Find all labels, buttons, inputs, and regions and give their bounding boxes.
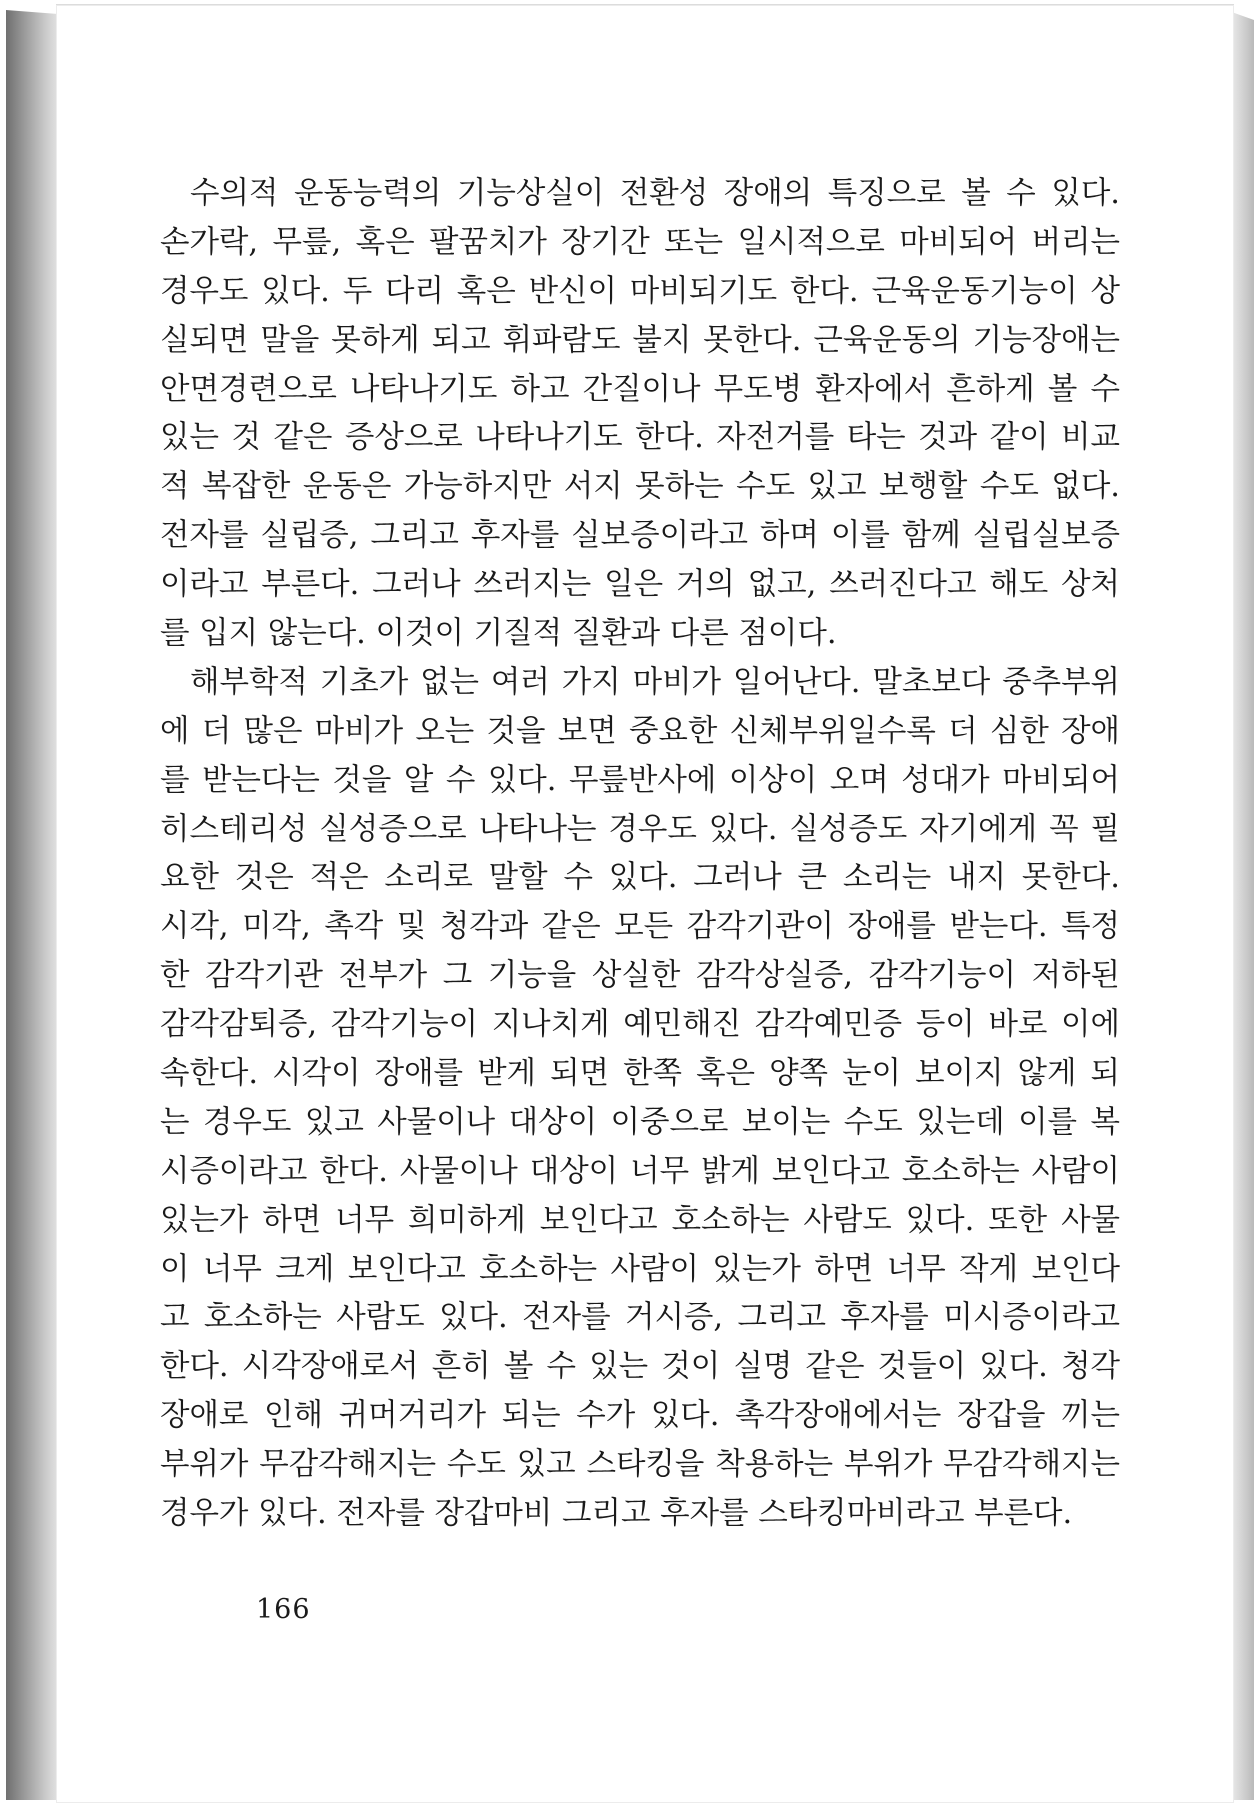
text-line: 시증이라고 한다. 사물이나 대상이 너무 밝게 보인다고 호소하는 사람이 — [160, 1153, 1120, 1189]
text-line: 수의적 운동능력의 기능상실이 전환성 장애의 특징으로 볼 수 있다. — [190, 176, 1120, 211]
page-number: 166 — [256, 1594, 311, 1625]
text-line: 에 더 많은 마비가 오는 것을 보면 중요한 신체부위일수록 더 심한 장애 — [160, 713, 1120, 749]
text-line: 안면경련으로 나타나기도 하고 간질이나 무도병 환자에서 흔하게 볼 수 — [160, 371, 1120, 407]
text-line: 고 호소하는 사람도 있다. 전자를 거시증, 그리고 후자를 미시증이라고 — [160, 1300, 1120, 1336]
text-line: 적 복잡한 운동은 가능하지만 서지 못하는 수도 있고 보행할 수도 없다. — [160, 469, 1120, 505]
text-line: 를 받는다는 것을 알 수 있다. 무릎반사에 이상이 오며 성대가 마비되어 — [160, 762, 1120, 798]
text-line: 장애로 인해 귀머거리가 되는 수가 있다. 촉각장애에서는 장갑을 끼는 — [160, 1398, 1120, 1434]
text-line: 손가락, 무릎, 혹은 팔꿈치가 장기간 또는 일시적으로 마비되어 버리는 — [160, 224, 1120, 260]
text-line: 는 경우도 있고 사물이나 대상이 이중으로 보이는 수도 있는데 이를 복 — [160, 1104, 1120, 1140]
text-line: 한다. 시각장애로서 흔히 볼 수 있는 것이 실명 같은 것들이 있다. 청각 — [160, 1349, 1120, 1385]
text-line: 경우가 있다. 전자를 장갑마비 그리고 후자를 스타킹마비라고 부른다. — [160, 1496, 1073, 1532]
text-line: 감각감퇴증, 감각기능이 지나치게 예민해진 감각예민증 등이 바로 이에 — [160, 1007, 1120, 1043]
text-line: 있는 것 같은 증상으로 나타나기도 한다. 자전거를 타는 것과 같이 비교 — [160, 420, 1120, 456]
text-line: 부위가 무감각해지는 수도 있고 스타킹을 착용하는 부위가 무감각해지는 — [160, 1447, 1120, 1483]
text-line: 있는가 하면 너무 희미하게 보인다고 호소하는 사람도 있다. 또한 사물 — [160, 1202, 1120, 1238]
text-line: 를 입지 않는다. 이것이 기질적 질환과 다른 점이다. — [160, 616, 837, 652]
text-line: 이 너무 크게 보인다고 호소하는 사람이 있는가 하면 너무 작게 보인다 — [160, 1251, 1120, 1287]
body-text — [160, 170, 1120, 1539]
book-spine — [6, 10, 58, 1800]
text-line: 경우도 있다. 두 다리 혹은 반신이 마비되기도 한다. 근육운동기능이 상 — [160, 273, 1120, 309]
text-line: 한 감각기관 전부가 그 기능을 상실한 감각상실증, 감각기능이 저하된 — [160, 958, 1120, 994]
text-line: 시각, 미각, 촉각 및 청각과 같은 모든 감각기관이 장애를 받는다. 특정 — [160, 909, 1120, 945]
text-line: 속한다. 시각이 장애를 받게 되면 한쪽 혹은 양쪽 눈이 보이지 않게 되 — [160, 1056, 1120, 1092]
text-line: 히스테리성 실성증으로 나타나는 경우도 있다. 실성증도 자기에게 꼭 필 — [160, 811, 1120, 847]
text-line: 요한 것은 적은 소리로 말할 수 있다. 그러나 큰 소리는 내지 못한다. — [160, 860, 1120, 896]
text-line: 실되면 말을 못하게 되고 휘파람도 불지 못한다. 근육운동의 기능장애는 — [160, 322, 1120, 358]
text-line: 전자를 실립증, 그리고 후자를 실보증이라고 하며 이를 함께 실립실보증 — [160, 518, 1120, 554]
text-line: 이라고 부른다. 그러나 쓰러지는 일은 거의 없고, 쓰러진다고 해도 상처 — [160, 567, 1120, 603]
text-line: 해부학적 기초가 없는 여러 가지 마비가 일어난다. 말초보다 중추부위 — [190, 664, 1120, 700]
